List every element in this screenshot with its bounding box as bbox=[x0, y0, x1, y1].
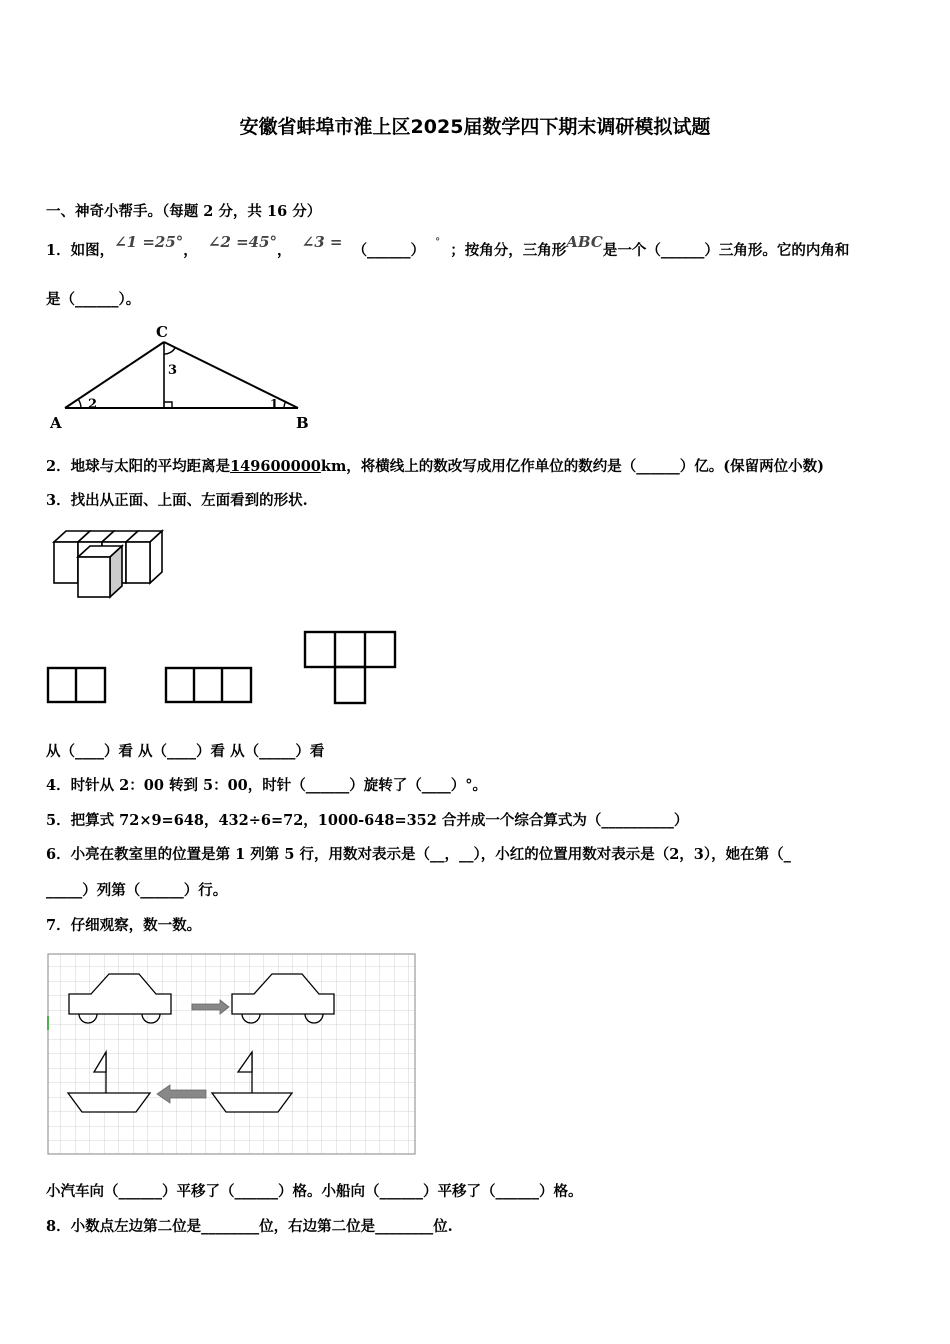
q1-sep-1: ， bbox=[183, 242, 198, 259]
question-6-line-2: _____）列第（______）行。 bbox=[46, 882, 228, 899]
question-7: 7．仔细观察，数一数。 bbox=[46, 917, 202, 934]
q1-prefix: 1．如图， bbox=[46, 242, 115, 259]
angle-2-arc bbox=[78, 399, 81, 408]
question-4: 4．时针从 2：00 转到 5：00，时针（______）旋转了（____）°。 bbox=[46, 777, 488, 794]
q1-angle-3: ∠3 = bbox=[301, 233, 343, 251]
question-6-line-1: 6．小亮在教室里的位置是第 1 列第 5 行，用数对表示是（__，__），小红的位置用数对表示是（2，3），她在第（_ bbox=[46, 846, 791, 863]
question-2 bbox=[46, 457, 824, 477]
q1-mid: ；按角分，三角形 bbox=[450, 242, 567, 259]
question-3-answer: 从（____）看 从（____）看 从（_____）看 bbox=[46, 743, 325, 760]
vertex-a-label: A bbox=[50, 414, 62, 432]
q1-abc: ABC bbox=[566, 233, 603, 251]
question-1-line-2: 是（______）。 bbox=[46, 291, 141, 308]
angle-1-label: 1 bbox=[270, 397, 279, 411]
vertex-b-label: B bbox=[296, 414, 309, 432]
page-title: 安徽省蚌埠市淮上区2025届数学四下期末调研模拟试题 bbox=[239, 116, 711, 138]
q2-suffix: km，将横线上的数改写成用亿作单位的数约是（______）亿。(保留两位小数) bbox=[320, 458, 825, 475]
grid-left-edge-mark bbox=[47, 1016, 49, 1030]
view-shape-c bbox=[303, 630, 399, 706]
question-1-line-1 bbox=[46, 233, 850, 263]
q2-number: 149600000 bbox=[230, 458, 321, 475]
question-3: 3．找出从正面、上面、左面看到的形状. bbox=[46, 492, 308, 509]
q1-blank[interactable]: （______） bbox=[352, 242, 426, 259]
question-7-answer: 小汽车向（______）平移了（______）格。小船向（______）平移了（______）格。 bbox=[46, 1183, 583, 1200]
q1-sep-2: ， bbox=[277, 242, 292, 259]
triangle-figure bbox=[48, 322, 318, 434]
q1-angle-1: ∠1 =25° bbox=[114, 233, 184, 251]
translation-grid-figure bbox=[46, 952, 418, 1158]
side-ac bbox=[65, 342, 164, 408]
angle-3-arc bbox=[164, 348, 175, 354]
view-shape-a bbox=[46, 666, 108, 706]
cube-stack-figure bbox=[50, 528, 170, 600]
view-shape-b bbox=[164, 666, 254, 706]
q2-prefix: 2．地球与太阳的平均距离是 bbox=[46, 458, 231, 475]
question-5: 5．把算式 72×9=648，432÷6=72，1000-648=352 合并成一个综合算式为（__________） bbox=[46, 812, 689, 829]
q1-mid2: 是一个（______）三角形。它的内角和 bbox=[602, 242, 850, 259]
question-8: 8．小数点左边第二位是________位，右边第二位是________位. bbox=[46, 1218, 453, 1235]
section-heading: 一、神奇小帮手。（每题 2 分，共 16 分） bbox=[46, 203, 322, 220]
angle-3-label: 3 bbox=[168, 363, 178, 378]
vertex-c-label: C bbox=[156, 323, 168, 341]
angle-2-label: 2 bbox=[88, 397, 98, 412]
q1-angle-2: ∠2 =45° bbox=[207, 233, 278, 251]
q1-degree: ° bbox=[435, 237, 441, 248]
